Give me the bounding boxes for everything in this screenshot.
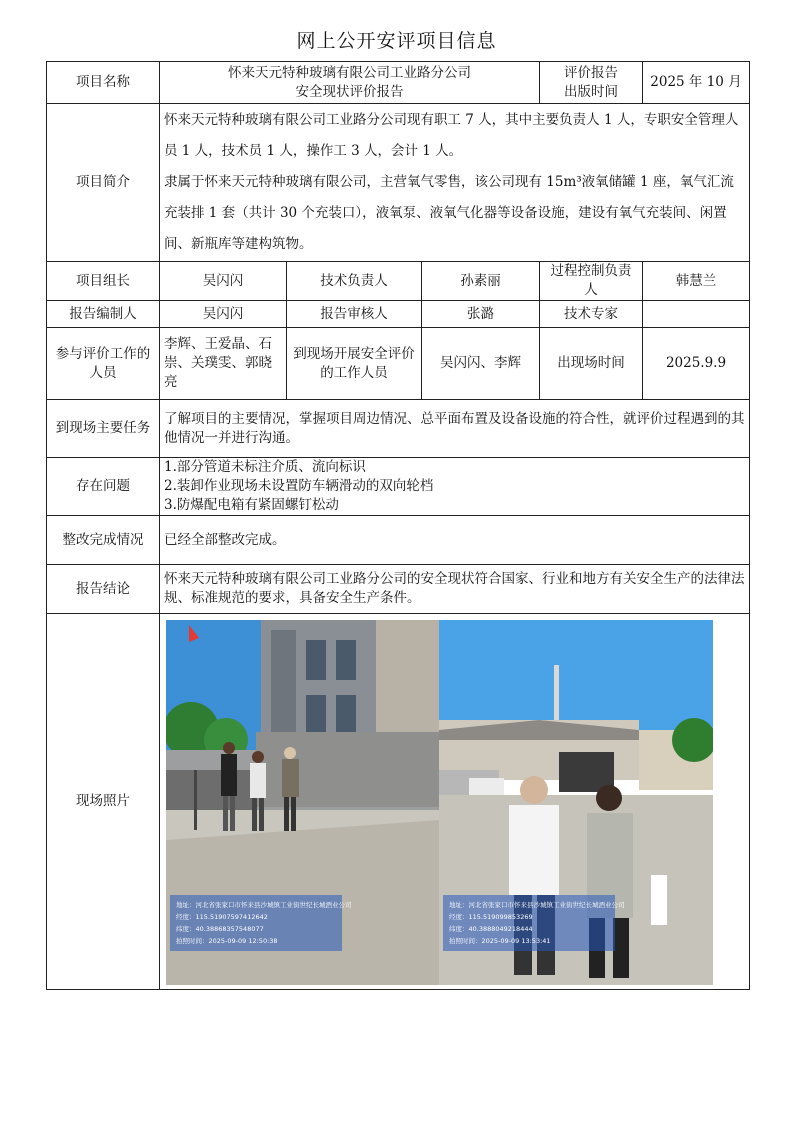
row-editor bbox=[47, 301, 750, 328]
team-leader-value: 吴闪闪 bbox=[160, 262, 287, 301]
row-participants bbox=[47, 328, 750, 400]
intro-paragraph-2: 隶属于怀来天元特种玻璃有限公司，主营氧气零售，该公司现有 15m³液氧储罐 1 座，氧气汇流充装排 1 套（共计 30 个充装口），液氧泵、液氧气化器等设备设施，建设有氧气充装间、闲置间、新瓶库等建构筑物。 bbox=[164, 174, 734, 252]
row-issues bbox=[47, 458, 750, 516]
photos-label: 现场照片 bbox=[47, 614, 160, 990]
intro-value bbox=[160, 104, 750, 262]
report-date-value: 2025 年 10 月 bbox=[643, 62, 750, 104]
conclusion-label: 报告结论 bbox=[47, 565, 160, 614]
info-table bbox=[46, 61, 750, 990]
editor-label: 报告编制人 bbox=[47, 301, 160, 328]
expert-label: 技术专家 bbox=[540, 301, 643, 328]
page-title: 网上公开安评项目信息 bbox=[296, 30, 497, 52]
task-label: 到现场主要任务 bbox=[47, 400, 160, 458]
tech-lead-value: 孙素丽 bbox=[422, 262, 540, 301]
onsite-staff-label: 到现场开展安全评价的工作人员 bbox=[287, 328, 422, 400]
issue-item: 3.防爆配电箱有紧固螺钉松动 bbox=[164, 497, 339, 513]
tech-lead-label: 技术负责人 bbox=[287, 262, 422, 301]
row-intro bbox=[47, 104, 750, 262]
row-project-name bbox=[47, 62, 750, 104]
project-name-label: 项目名称 bbox=[47, 62, 160, 104]
row-task bbox=[47, 400, 750, 458]
issues-label: 存在问题 bbox=[47, 458, 160, 516]
report-date-label: 评价报告 出版时间 bbox=[540, 62, 643, 104]
process-ctrl-label: 过程控制负责人 bbox=[540, 262, 643, 301]
reviewer-label: 报告审核人 bbox=[287, 301, 422, 328]
photo-1-watermark: 地址：河北省张家口市怀来县沙城镇工业街世纪长城酒业公司 经度：115.51907597412642 纬度：40.38868357548077 拍照时间：2025-09-09 12:50:38 bbox=[170, 895, 342, 951]
team-leader-label: 项目组长 bbox=[47, 262, 160, 301]
conclusion-value: 怀来天元特种玻璃有限公司工业路分公司的安全现状符合国家、行业和地方有关安全生产的法律法规、标准规范的要求，具备安全生产条件。 bbox=[160, 565, 750, 614]
issue-item: 1.部分管道未标注介质、流向标识 bbox=[164, 459, 366, 475]
photos-container bbox=[160, 617, 749, 987]
onsite-time-value: 2025.9.9 bbox=[643, 328, 750, 400]
editor-value: 吴闪闪 bbox=[160, 301, 287, 328]
intro-paragraph-1: 怀来天元特种玻璃有限公司工业路分公司现有职工 7 人，其中主要负责人 1 人，专职安全管理人员 1 人，技术员 1 人，操作工 3 人，会计 1 人。 bbox=[164, 112, 739, 159]
onsite-staff-value: 吴闪闪、李辉 bbox=[422, 328, 540, 400]
site-photo-2 bbox=[439, 620, 713, 985]
row-photos bbox=[47, 614, 750, 990]
reviewer-value: 张潞 bbox=[422, 301, 540, 328]
rectify-label: 整改完成情况 bbox=[47, 516, 160, 565]
row-conclusion bbox=[47, 565, 750, 614]
photos-value bbox=[160, 614, 750, 990]
row-rectify bbox=[47, 516, 750, 565]
process-ctrl-value: 韩慧兰 bbox=[643, 262, 750, 301]
site-photo-1 bbox=[166, 620, 439, 985]
issues-value bbox=[160, 458, 750, 516]
project-name-value: 怀来天元特种玻璃有限公司工业路分公司 安全现状评价报告 bbox=[160, 62, 540, 104]
participants-label: 参与评价工作的人员 bbox=[47, 328, 160, 400]
expert-value bbox=[643, 301, 750, 328]
issue-item: 2.装卸作业现场未设置防车辆滑动的双向轮档 bbox=[164, 478, 434, 494]
intro-label: 项目简介 bbox=[47, 104, 160, 262]
row-team-leader bbox=[47, 262, 750, 301]
participants-value: 李辉、王爱晶、石崇、关璞雯、郭晓亮 bbox=[160, 328, 287, 400]
onsite-time-label: 出现场时间 bbox=[540, 328, 643, 400]
task-value: 了解项目的主要情况，掌握项目周边情况、总平面布置及设备设施的符合性，就评价过程遇到的其他情况一并进行沟通。 bbox=[160, 400, 750, 458]
rectify-value: 已经全部整改完成。 bbox=[160, 516, 750, 565]
photo-2-watermark: 地址：河北省张家口市怀来县沙城镇工业街世纪长城酒业公司 经度：115.519099853269 纬度：40.3888049218444 拍照时间：2025-09-09 13:53:41 bbox=[443, 895, 615, 951]
